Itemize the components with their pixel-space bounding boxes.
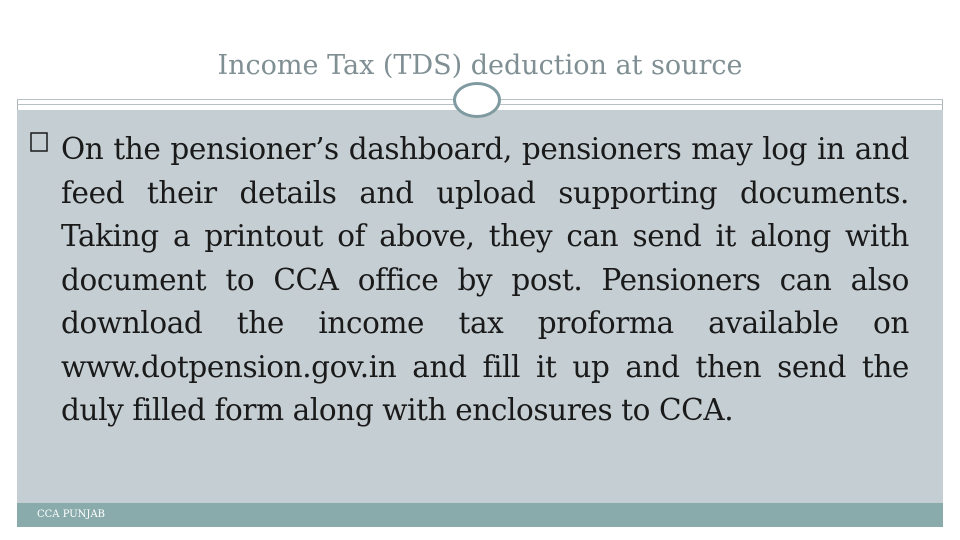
bullet-icon <box>30 132 48 155</box>
footer-label: CCA PUNJAB <box>37 509 106 520</box>
body-paragraph: On the pensioner’s dashboard, pensioners may log in and feed their details and upload supporting documents. Taking a printout of above, they can send it along with document to CCA office by post. Pensioners can also download the income tax proforma available on www.dotpension.gov.in and fill it up and then send the duly filled form along with enclosures to CCA. <box>61 132 909 427</box>
slide-title: Income Tax (TDS) deduction at source <box>217 50 743 81</box>
circle-ornament <box>453 82 501 118</box>
footer-bar <box>17 503 943 527</box>
